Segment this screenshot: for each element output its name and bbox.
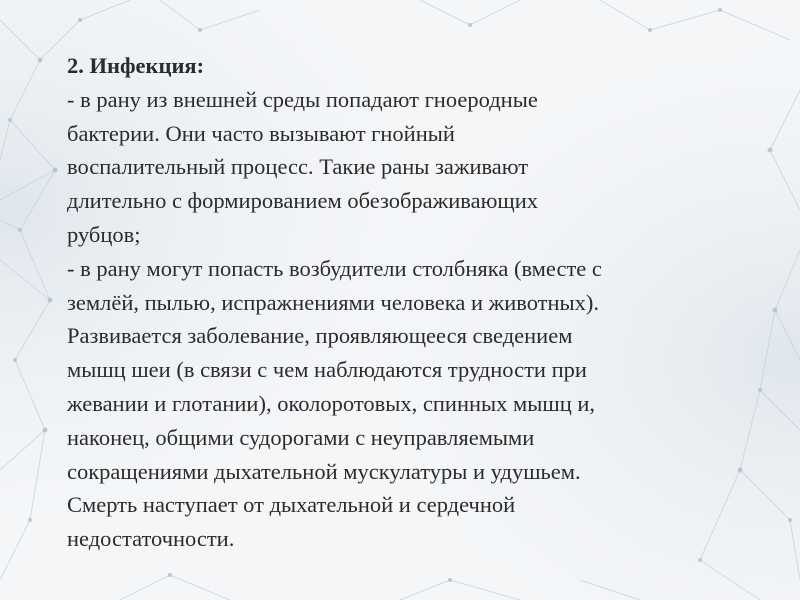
text-line: наконец, общими судорогами с неуправляемыми [67,424,535,450]
text-line: Смерть наступает от дыхательной и сердечной [67,492,516,518]
slide-heading: 2. Инфекция: [67,53,205,78]
text-line: жевании и глотании), околоротовых, спинных мышц и, [67,390,596,416]
text-line: Развивается заболевание, проявляющееся сведением [67,323,573,349]
text-line: бактерии. Они часто вызывают гнойный [67,120,455,146]
text-line: мышц шеи (в связи с чем наблюдаются трудности при [67,357,587,383]
text-line: землёй, пылью, испражнениями человека и животных). [67,289,600,315]
text-line: - в рану из внешней среды попадают гноеродные [67,86,538,112]
text-line: длительно с формированием обезображивающих [67,188,538,214]
text-line: недостаточности. [67,526,235,552]
slide-body [67,49,767,556]
text-line: воспалительный процесс. Такие раны заживают [67,154,529,180]
text-line: рубцов; [67,221,141,247]
text-line: сокращениями дыхательной мускулатуры и удушьем. [67,458,581,484]
text-line: - в рану могут попасть возбудители столбняка (вместе с [67,255,602,281]
